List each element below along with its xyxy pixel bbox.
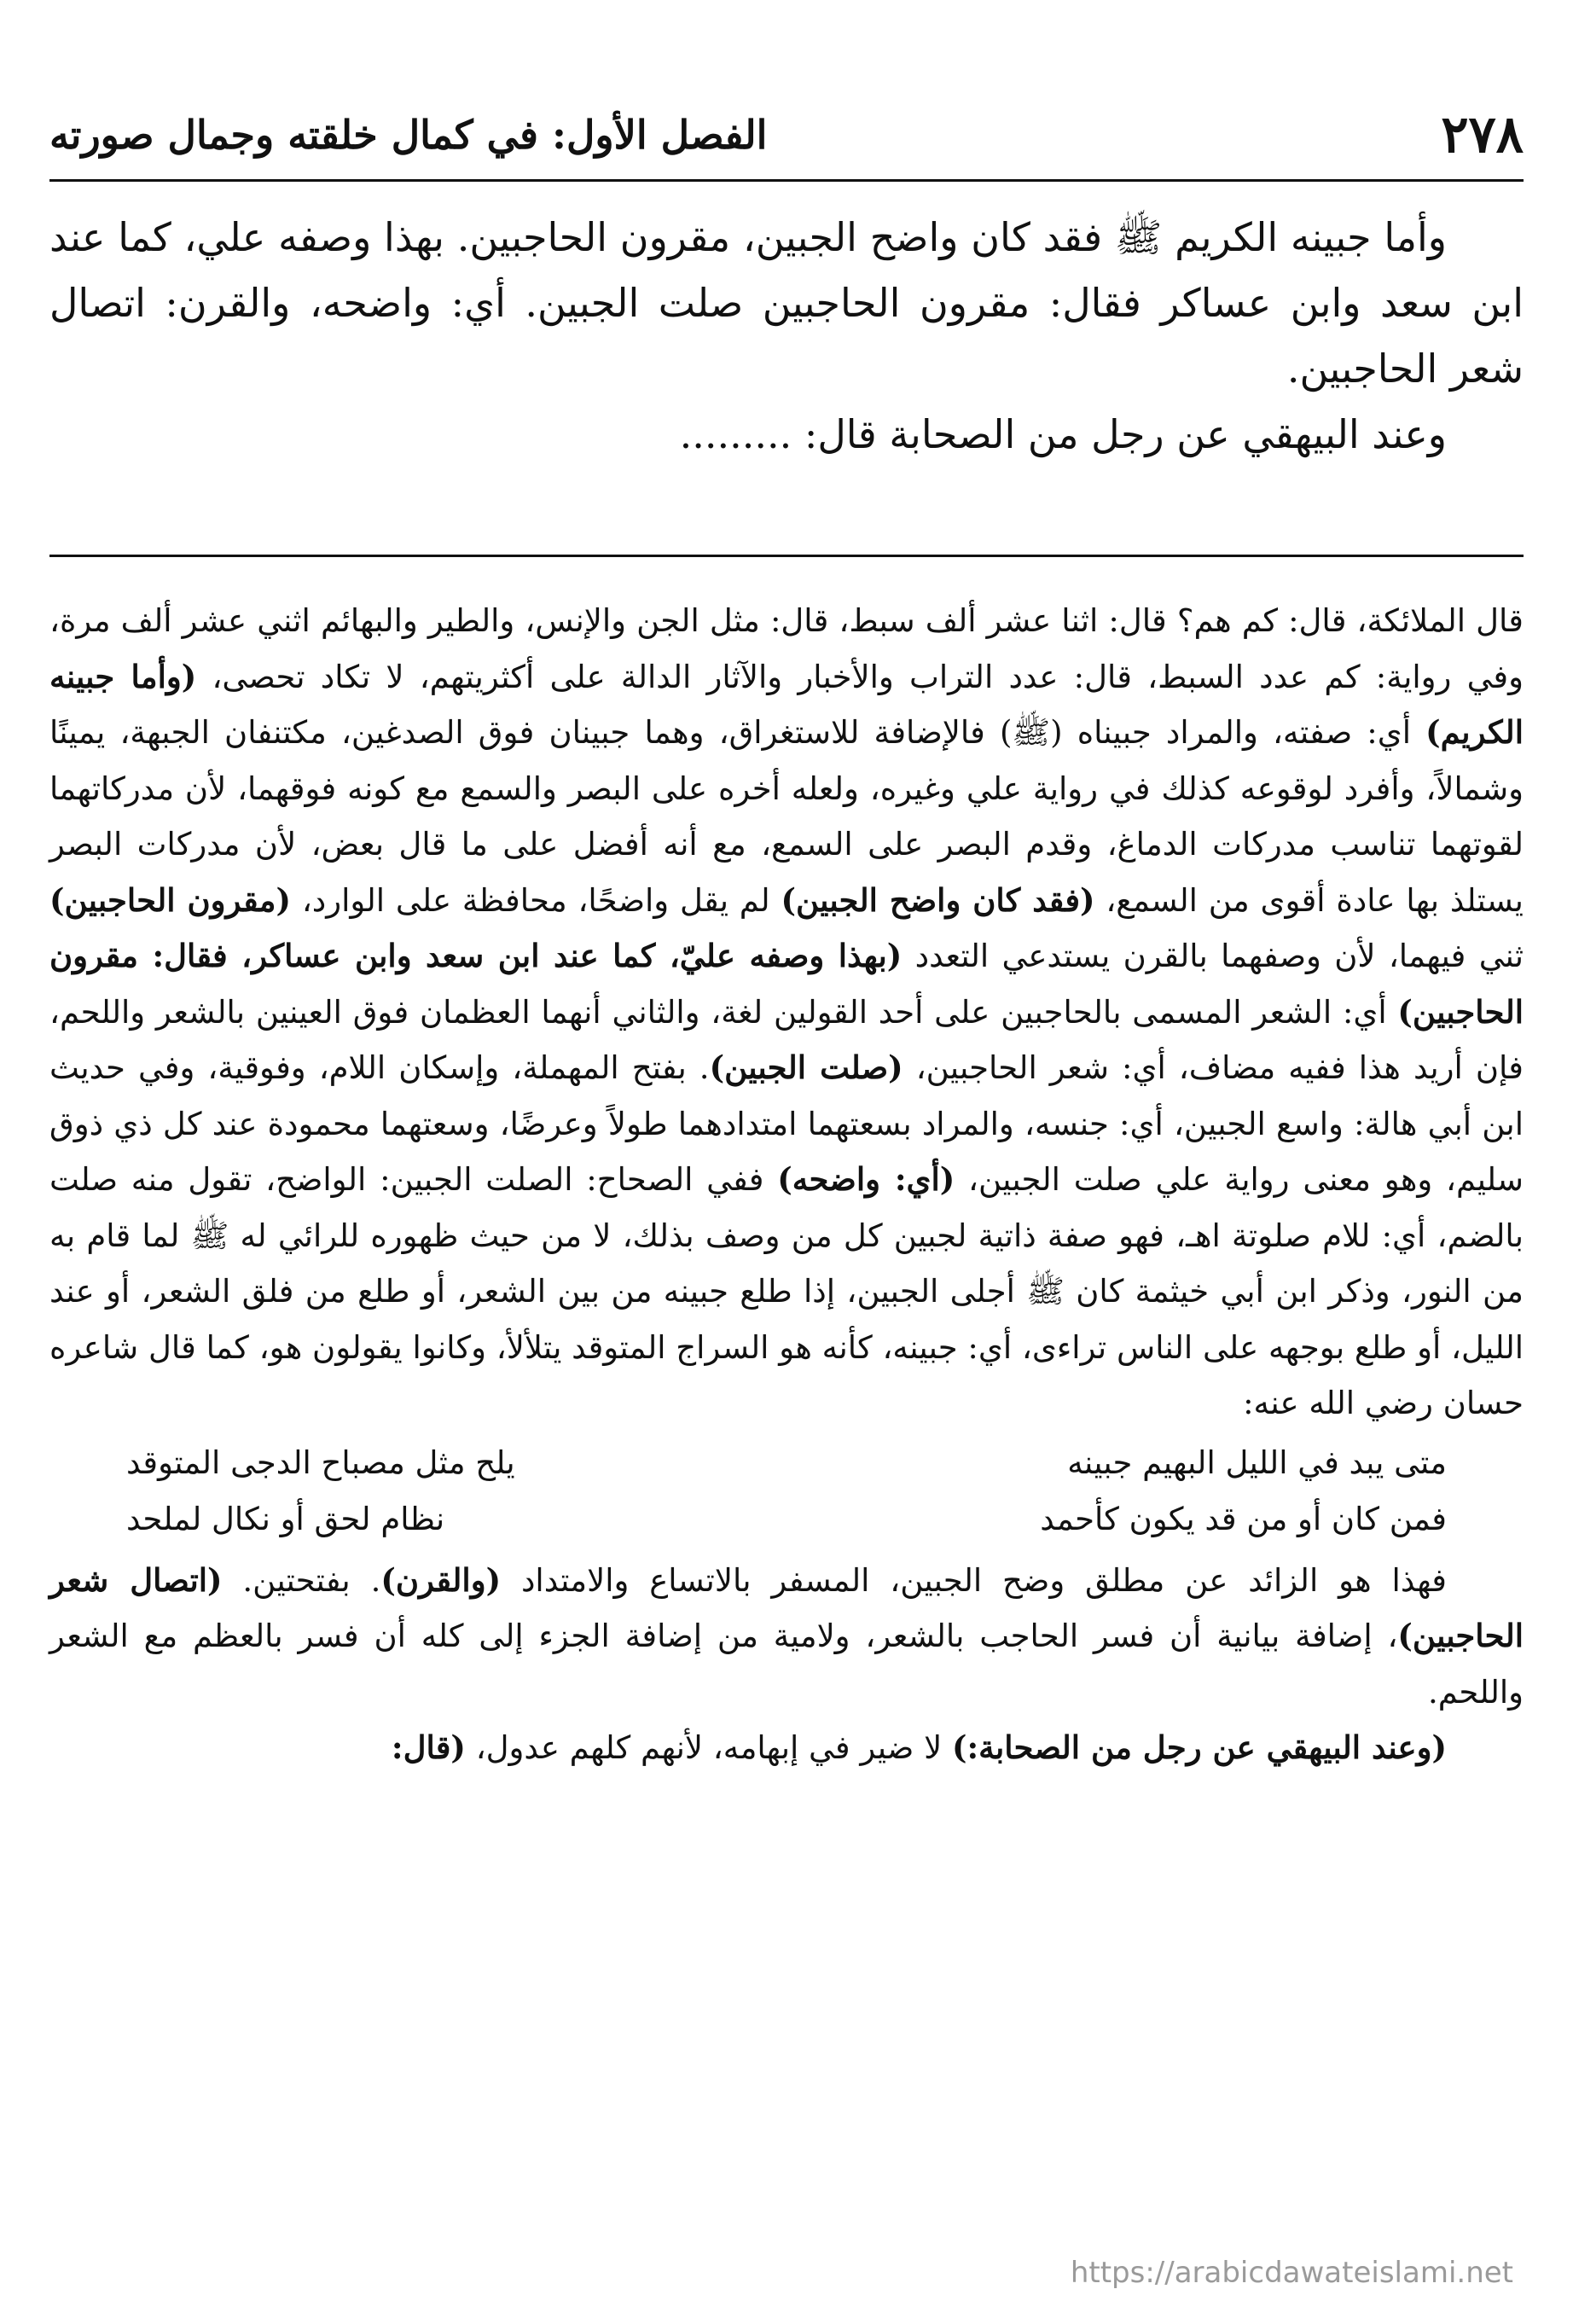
commentary-run: أي: الشعر المسمى بالحاجبين على أحد القولين لغة، والثاني أنهما العظمان فوق العينين بالشعر واللحم، فإن أريد هذا ففيه مضاف، أي: شعر الحاجبين، xyxy=(49,993,1524,1086)
commentary-run: قال الملائكة، قال: كم هم؟ قال: اثنا عشر ألف سبط، قال: مثل الجن والإنس، والطير والبهائم اثني عشر ألف مرة، وفي رواية: كم عدد السبط، قال: عدد التراب والأخبار والآثار الدالة على أكثريتهم، لا تكاد تحصى، xyxy=(49,602,1524,695)
verse-first-hemistich: متى يبد في الليل البهيم جبينه xyxy=(1067,1444,1447,1481)
commentary-run: لم يقل واضحًا، محافظة على الوارد، xyxy=(291,881,781,919)
chapter-title: الفصل الأول: في كمال خلقته وجمال صورته xyxy=(49,112,768,158)
quoted-phrase: (بهذا وصفه عليّ، كما عند ابن سعد وابن عساكر، فقال: مقرون الحاجبين) xyxy=(49,937,1524,1031)
quoted-phrase: (مقرون الحاجبين) xyxy=(49,880,292,919)
commentary-paragraph xyxy=(49,1720,1524,1776)
commentary-run: ثني فيهما، لأن وصفهما بالقرن يستدعي التعدد xyxy=(902,938,1524,974)
quoted-phrase: (قال: xyxy=(391,1728,466,1766)
quoted-phrase: (وأما جبينه الكريم) xyxy=(49,657,1524,751)
commentary-divider xyxy=(49,555,1524,557)
header-divider xyxy=(49,179,1524,182)
page-header xyxy=(49,101,1524,169)
quoted-phrase: (وعند البيهقي عن رجل من الصحابة:) xyxy=(951,1728,1447,1766)
poem-verse xyxy=(126,1435,1447,1491)
main-text-paragraph: وعند البيهقي عن رجل من الصحابة قال: ......... xyxy=(679,411,1447,457)
verse-second-hemistich: يلح مثل مصباح الدجى المتوقد xyxy=(126,1444,515,1481)
poem-verse xyxy=(126,1491,1447,1548)
quoted-phrase: (والقرن) xyxy=(380,1560,502,1599)
verse-first-hemistich: فمن كان أو من قد يكون كأحمد xyxy=(1040,1500,1447,1537)
commentary-run: لا ضير في إبهامه، لأنهم كلهم عدول، xyxy=(465,1729,952,1766)
main-text xyxy=(49,205,1524,468)
commentary-run: فهذا هو الزائد عن مطلق وضح الجبين، المسفر بالاتساع والامتداد xyxy=(501,1561,1447,1599)
quoted-phrase: (صلت الجبين) xyxy=(709,1049,903,1086)
page-number: ٢٧٨ xyxy=(1441,105,1524,165)
watermark-url: https://arabicdawateislami.net xyxy=(1070,2256,1513,2290)
quoted-phrase: (فقد كان واضح الجبين) xyxy=(781,880,1095,919)
commentary-run: . بفتحتين. xyxy=(222,1561,381,1599)
main-text-paragraph: وأما جبينه الكريم ﷺ فقد كان واضح الجبين، مقرون الحاجبين. بهذا وصفه علي، كما عند ابن سعد وابن عساكر فقال: مقرون الحاجبين صلت الجبين. أي: واضحه، والقرن: اتصال شعر الحاجبين. xyxy=(49,214,1524,392)
commentary-run: ، إضافة بيانية أن فسر الحاجب بالشعر، ولامية من إضافة الجزء إلى كله أن فسر بالعظم مع الشعر واللحم. xyxy=(49,1618,1524,1711)
quoted-phrase: (اتصال شعر الحاجبين) xyxy=(49,1560,1524,1654)
poem xyxy=(126,1435,1447,1548)
commentary-run: . بفتح المهملة، وإسكان اللام، وفوقية، وفي حديث ابن أبي هالة: واسع الجبين، أي: جنسه، والمراد بسعتهما امتدادهما طولاً وعرضًا، وسعتهما محمودة عند كل ذي ذوق سليم، وهو معنى رواية علي صلت الجبين، xyxy=(49,1049,1524,1198)
commentary-paragraph xyxy=(49,1553,1524,1721)
verse-second-hemistich: نظام لحق أو نكال لملحد xyxy=(126,1500,445,1537)
quoted-phrase: (أي: واضحه) xyxy=(777,1160,955,1198)
commentary-run: ففي الصحاح: الصلت الجبين: الواضح، تقول منه صلت بالضم، أي: للام صلوتة اهـ، فهو صفة ذاتية لجبين كل من وصف بذلك، لا من حيث ظهوره للرائي له ﷺ لما قام به من النور، وذكر ابن أبي خيثمة كان ﷺ أجلى الجبين، إذا طلع جبينه من بين الشعر، أو طلع من فلق الشعر، أو عند الليل، أو طلع بوجهه على الناس تراءى، أي: جبينه، كأنه هو السراج المتوقد يتلألأ، وكانوا يقولون هو، كما قال شاعره حسان رضي الله عنه: xyxy=(49,1161,1524,1421)
commentary-paragraph xyxy=(49,593,1524,1432)
commentary-run: أي: صفته، والمراد جبيناه (ﷺ) فالإضافة للاستغراق، وهما جبينان فوق الصدغين، مكتنفان الجبهة، يمينًا وشمالاً، وأفرد لوقوعه كذلك في رواية علي وغيره، ولعله أخره على البصر والسمع مع كونه فوقهما، لأن مدركاتهما لقوتهما تناسب مدركات الدماغ، وقدم البصر على السمع، مع أنه أفضل على ما قال بعض، لأن مدركات البصر يستلذ بها عادة أقوى من السمع، xyxy=(49,714,1524,919)
commentary-text xyxy=(49,593,1524,1776)
